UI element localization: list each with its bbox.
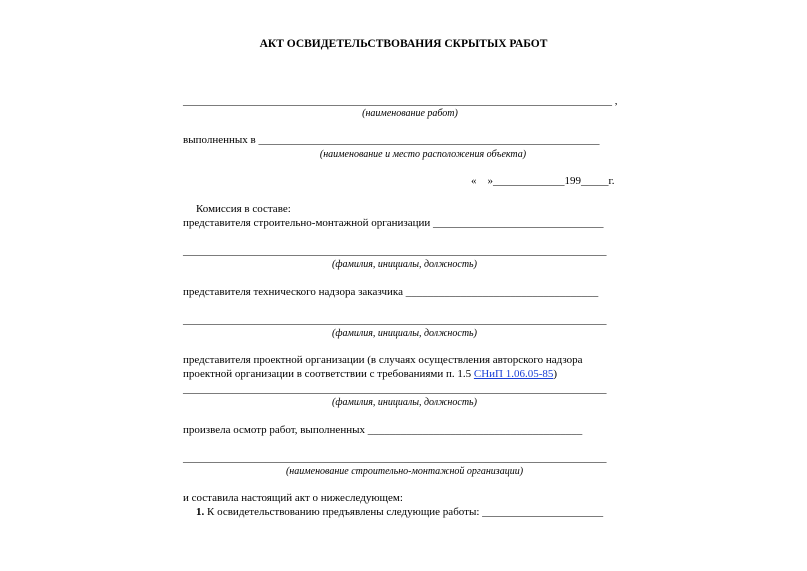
- works-name-field: ______________________________________________________________________________ ,: [183, 95, 618, 107]
- design-rep-caption: (фамилия, инициалы, должность): [332, 397, 477, 408]
- item-1-number: 1.: [196, 506, 205, 518]
- item-1: [196, 506, 603, 519]
- performed-at-field: выполненных в ______________________________________________________________: [183, 134, 600, 146]
- org-caption: (наименование строительно-монтажной организации): [285, 466, 524, 477]
- design-rep-line2: [183, 368, 557, 381]
- customer-rep-field: представителя технического надзора заказчика ___________________________________: [183, 286, 599, 298]
- item-1-text: К освидетельствованию предъявлены следующие работы: ______________________: [204, 506, 604, 518]
- object-caption: (наименование и место расположения объекта): [319, 149, 527, 160]
- design-rep-close: ): [553, 368, 558, 380]
- date-field: « »_____________199_____г.: [471, 175, 615, 187]
- document-title: АКТ ОСВИДЕТЕЛЬСТВОВАНИЯ СКРЫТЫХ РАБОТ: [259, 38, 548, 50]
- design-rep-name-line: _____________________________________________________________________________: [183, 383, 607, 395]
- design-rep-text: проектной организации в соответствии с требованиями п. 1.5: [183, 368, 474, 380]
- builder-rep-name-line: _____________________________________________________________________________: [183, 245, 607, 257]
- builder-rep-caption: (фамилия, инициалы, должность): [332, 259, 477, 270]
- drew-up-text: и составила настоящий акт о нижеследующем:: [183, 492, 403, 504]
- org-name-line: _____________________________________________________________________________: [183, 452, 607, 464]
- design-rep-line1: представителя проектной организации (в случаях осуществления авторского надзора: [183, 354, 583, 366]
- customer-rep-caption: (фамилия, инициалы, должность): [332, 328, 477, 339]
- builder-rep-field: представителя строительно-монтажной организации _______________________________: [183, 217, 604, 229]
- works-name-caption: (наименование работ): [362, 108, 458, 119]
- customer-rep-name-line: _____________________________________________________________________________: [183, 314, 607, 326]
- inspected-field: произвела осмотр работ, выполненных _______________________________________: [183, 424, 583, 436]
- snip-link[interactable]: СНиП 1.06.05-85: [473, 368, 554, 380]
- commission-heading: Комиссия в составе:: [196, 203, 291, 215]
